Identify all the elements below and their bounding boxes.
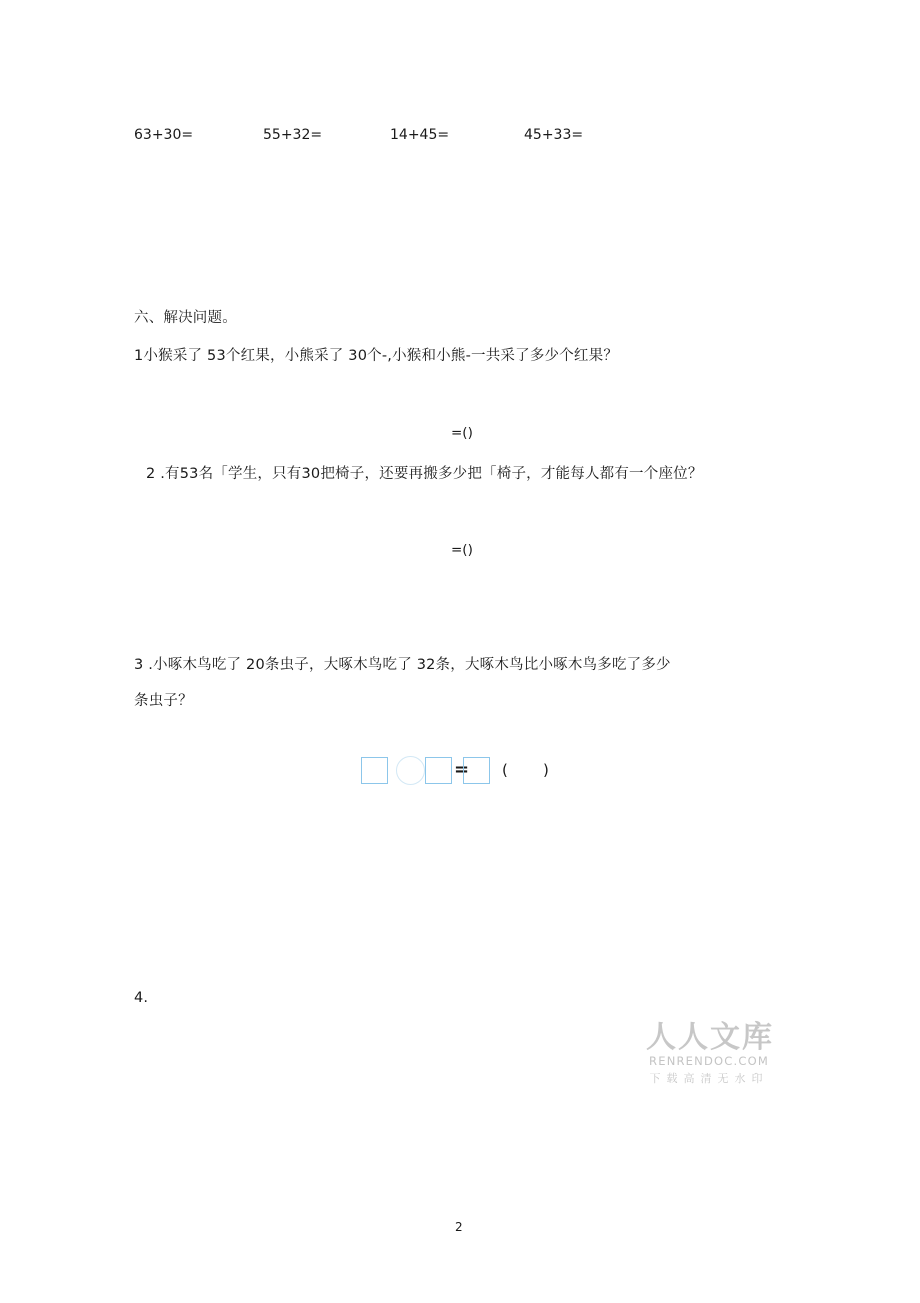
page-number: 2 (455, 1220, 463, 1234)
section-title: 六、解决问题。 (134, 310, 237, 326)
blank-box (463, 757, 490, 784)
blank-box (425, 757, 452, 784)
equals-sign: = (454, 759, 470, 780)
paren-open: ( (502, 761, 508, 779)
watermark-title: 人人文库 (646, 1020, 774, 1055)
paren-close: ) (543, 761, 549, 779)
problem-1-answer: =() (451, 425, 473, 441)
watermark-subtitle: 下载高清无水印 (649, 1072, 769, 1085)
problem-1-text: 1小猴采了 53个红果，小熊采了 30个-,小猴和小熊-一共采了多少个红果？ (134, 348, 619, 364)
equation-4: 45+33= (524, 127, 584, 143)
watermark (646, 1012, 772, 1086)
problem-2-text: 2 .有53名「学生，只有30把椅子，还要再搬多少把「椅子，才能每人都有一个座位？ (146, 466, 703, 482)
equation-2: 55+32= (263, 127, 323, 143)
problem-4-number: 4. (134, 990, 149, 1006)
problem-2-answer: =() (451, 542, 473, 558)
problem-3-line-2: 条虫子？ (134, 693, 193, 709)
operator-circle (396, 756, 425, 785)
watermark-url: RENRENDOC.COM (649, 1054, 769, 1068)
blank-box (361, 757, 388, 784)
problem-3-line-1: 3 .小啄木鸟吃了 20条虫子，大啄木鸟吃了 32条，大啄木鸟比小啄木鸟多吃了多少 (134, 657, 671, 673)
equation-3: 14+45= (390, 127, 450, 143)
equation-1: 63+30= (134, 127, 194, 143)
